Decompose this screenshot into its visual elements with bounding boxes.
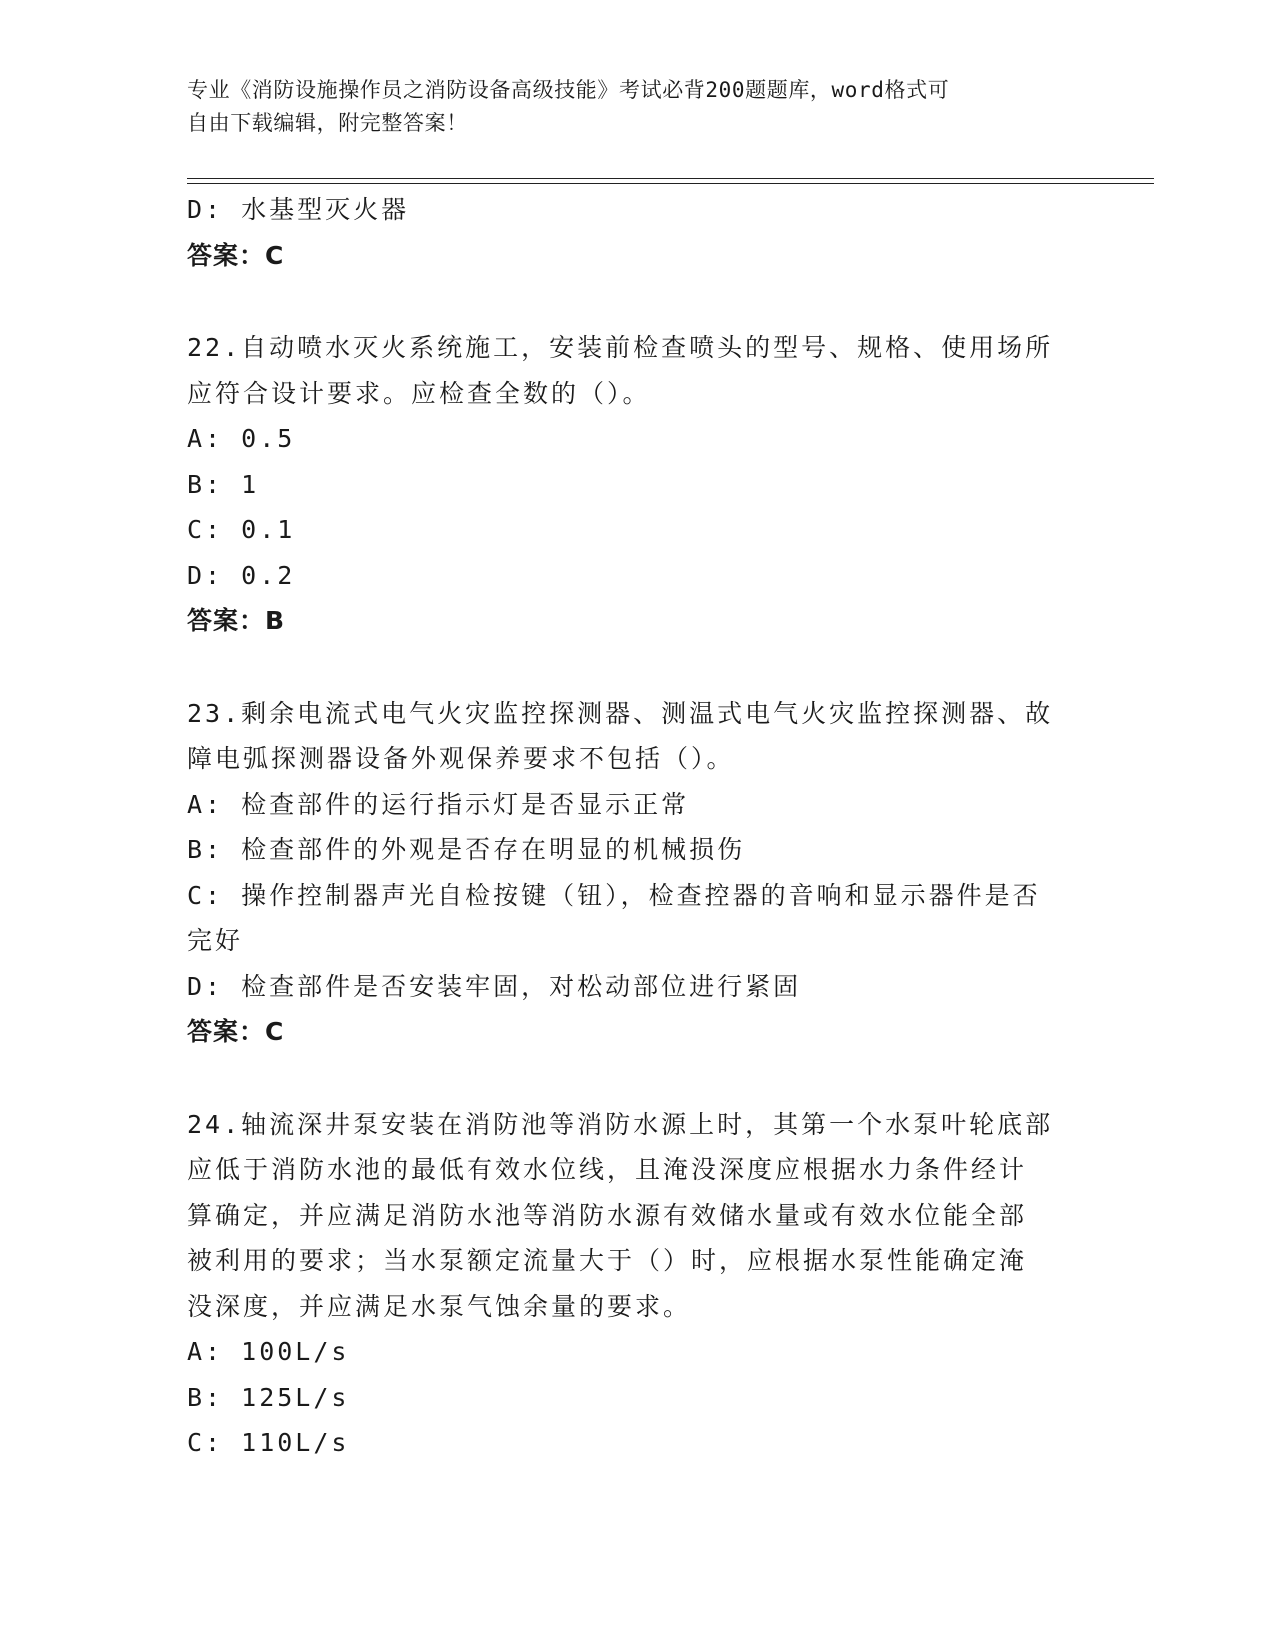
option-d: D: 水基型灭火器 bbox=[187, 195, 410, 224]
question-24 bbox=[187, 1102, 1087, 1466]
answer-line: 答案：C bbox=[187, 1017, 285, 1046]
option-c: C: 操作控制器声光自检按键（钮），检查控器的音响和显示器件是否 bbox=[187, 880, 1041, 910]
question-text: 23.剩余电流式电气火灾监控探测器、测温式电气火灾监控探测器、故 bbox=[187, 698, 1054, 728]
question-text: 应低于消防水池的最低有效水位线，且淹没深度应根据水力条件经计 bbox=[187, 1155, 1028, 1184]
question-text: 24.轴流深井泵安装在消防池等消防水源上时，其第一个水泵叶轮底部 bbox=[187, 1109, 1054, 1139]
page-header bbox=[187, 74, 1067, 140]
option-a: A: 检查部件的运行指示灯是否显示正常 bbox=[187, 789, 690, 819]
question-text: 应符合设计要求。应检查全数的（）。 bbox=[187, 378, 651, 408]
question-22 bbox=[187, 325, 1087, 644]
option-d: D: 检查部件是否安装牢固，对松动部位进行紧固 bbox=[187, 971, 802, 1001]
option-c-continued: 完好 bbox=[187, 926, 244, 955]
option-a: A: 0.5 bbox=[187, 424, 296, 453]
option-b: B: 1 bbox=[187, 469, 260, 499]
question-23 bbox=[187, 691, 1087, 1055]
answer-line: 答案：B bbox=[187, 606, 286, 635]
header-divider bbox=[187, 178, 1154, 179]
option-c: C: 110L/s bbox=[187, 1428, 350, 1457]
question-text: 没深度，并应满足水泵气蚀余量的要求。 bbox=[187, 1291, 692, 1321]
question-text: 障电弧探测器设备外观保养要求不包括（）。 bbox=[187, 744, 735, 773]
question-text: 被利用的要求；当水泵额定流量大于（）时，应根据水泵性能确定淹 bbox=[187, 1246, 1028, 1275]
question-text: 22.自动喷水灭火系统施工，安装前检查喷头的型号、规格、使用场所 bbox=[187, 333, 1054, 362]
option-a: A: 100L/s bbox=[187, 1337, 350, 1366]
header-line: 专业《消防设施操作员之消防设备高级技能》考试必背200题题库，word格式可 bbox=[187, 78, 950, 102]
option-b: B: 125L/s bbox=[187, 1382, 350, 1412]
option-d: D: 0.2 bbox=[187, 560, 296, 590]
option-b: B: 检查部件的外观是否存在明显的机械损伤 bbox=[187, 835, 746, 864]
question-text: 算确定，并应满足消防水池等消防水源有效储水量或有效水位能全部 bbox=[187, 1200, 1028, 1230]
answer-line: 答案：C bbox=[187, 240, 285, 270]
header-divider bbox=[187, 183, 1154, 184]
option-c: C: 0.1 bbox=[187, 515, 296, 544]
header-line: 自由下载编辑，附完整答案！ bbox=[187, 111, 468, 135]
question-content bbox=[187, 187, 1087, 1466]
